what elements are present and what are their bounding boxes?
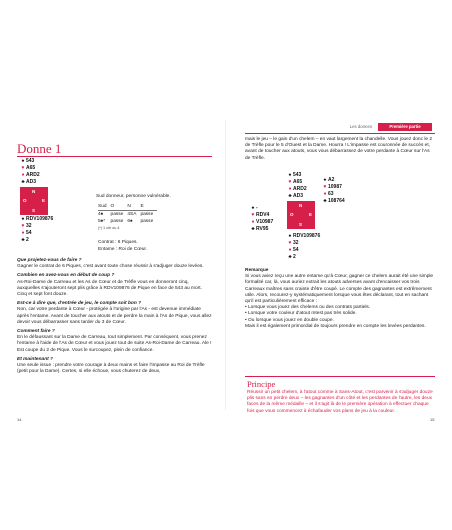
principe-text: Réussir un petit chelem, à l'atout comme à Sans-Atout, c'est parvenir à s'adjuger douze plis sans en perdre deux – les gagnantes d'un côté et les perdantes de l'autre, les deux faces de la même médaille – et il s'agit là de le première opération à effectuer chaque fois que vous commencez à échafauder vos plans de jeu à la couleur. <box>247 390 433 414</box>
compass-west: O <box>23 198 27 203</box>
suit-cards: A65 <box>293 179 303 185</box>
answer-paragraph: Non, car votre perdante à Cœur - protégée à l'origine par l'As - est devenue immédiate après l'entame. Avant de toucher aux atouts et de perdre la main à l'As de Pique, vous allez devoir vous débarrasser sans tarder du 3 de Cœur. <box>17 307 212 325</box>
running-header <box>282 124 432 133</box>
suit-symbol-icon: ♠ <box>21 216 25 222</box>
compass-card-1 <box>20 187 48 215</box>
suit-symbol-icon: ♦ <box>288 186 292 192</box>
hand-suit-row <box>20 237 53 244</box>
compass-south: S <box>32 208 36 213</box>
compass-south-2: S <box>299 222 303 227</box>
page-number-left: 14 <box>17 417 22 422</box>
compass-east: E <box>41 198 45 203</box>
suit-cards: RDV109876 <box>293 233 321 239</box>
suit-cards: AD3 <box>26 179 37 185</box>
south-hand-2 <box>287 233 320 261</box>
suit-cards: 543 <box>26 158 35 164</box>
suit-cards: 32 <box>26 223 32 229</box>
lead-text: Entame : Roi de Cœur. <box>98 246 148 252</box>
suit-symbol-icon: ♣ <box>323 198 327 204</box>
suit-symbol-icon: ♥ <box>21 165 25 171</box>
principe-title: Principe <box>247 379 276 389</box>
principe-rule <box>245 376 435 377</box>
bid-row <box>98 211 157 219</box>
compass-north-2: N <box>299 203 303 208</box>
answer-paragraph: As-Roi-Dame de Carreau et les As de Cœur et de Trèfle vous en donneront cinq, auxquelles s'ajouteront sept plis grâce à RDV109876 de Pique en face de 543 au mort. Cinq et sept font douze. <box>17 279 202 298</box>
page-number-right: 15 <box>430 417 435 422</box>
right-intro <box>245 137 435 162</box>
hand-suit-row <box>287 193 307 200</box>
right-page <box>226 0 452 530</box>
book-spine <box>225 120 226 410</box>
remarque-closing: Mais il est également primordial de toujours prendre en compte les levées perdantes. <box>245 323 426 329</box>
bid-cell: 4♠ <box>98 212 104 217</box>
suit-cards: 108764 <box>328 198 345 204</box>
question-heading: Que projetez-vous de faire ? <box>17 258 82 263</box>
suit-symbol-icon: ♦ <box>323 191 327 197</box>
principe-box <box>245 376 435 426</box>
south-hand <box>20 216 53 244</box>
suit-symbol-icon: ♦ <box>251 219 255 225</box>
suit-symbol-icon: ♥ <box>21 223 25 229</box>
bid-cell: passe <box>140 219 154 224</box>
hand-suit-row <box>20 230 53 237</box>
question-heading: Et maintenant ? <box>17 356 53 362</box>
hand-suit-row <box>287 247 320 254</box>
bid-header-cell: Sud <box>98 203 111 211</box>
remarque-bullet: • Lorsque votre couleur d'atout mtest pas très solide. <box>245 311 357 317</box>
answer-paragraph: En le défaussant sur la Dame de Carreau, tout simplement. Par conséquent, vous prenez l'entame à l'aide de l'As de Cœur et vous jouez tout de suite As-Roi-Dame de Carreau. Ale ! Est coupe du 2 de Pique. Vous le surcoupez, plein de confiance. <box>17 335 212 353</box>
suit-cards: A2 <box>328 177 335 183</box>
bid-header-cell: N <box>127 203 140 211</box>
north-hand <box>20 158 40 186</box>
hand-suit-row <box>20 158 40 165</box>
bid-cell: 4SA <box>127 212 137 217</box>
suit-cards: 32 <box>293 240 299 246</box>
suit-cards: RDV4 <box>256 212 270 218</box>
east-hand-2 <box>322 177 345 205</box>
suit-cards: AD3 <box>293 193 304 199</box>
bid-cell: passe <box>140 212 154 217</box>
suit-symbol-icon: ♣ <box>251 226 255 232</box>
suit-symbol-icon: ♠ <box>21 158 25 164</box>
answer-paragraph: Une seule issue : prendre votre courage à deux mains et faire l'impasse au Roi de Trèfle (petit pour la Dame). Certes, si elle échoue, vous chuterez de deux, <box>17 363 205 375</box>
remarque-bullet: • Lorsque vous jouez des chelems ou des contrats partiels. <box>245 305 371 311</box>
title-rule <box>17 156 212 157</box>
bid-cell: 6♠ <box>127 219 133 224</box>
suit-symbol-icon: ♦ <box>21 172 25 178</box>
suit-symbol-icon: ♣ <box>288 193 292 199</box>
suit-symbol-icon: ♣ <box>21 237 25 243</box>
hand-suit-row <box>287 240 320 247</box>
hand-suit-row <box>287 233 320 240</box>
bidding-table <box>98 203 157 225</box>
question-heading: Est-ce à dire que, d'entrée de jeu, le compte soit bon ? <box>17 301 142 307</box>
hand-suit-row <box>250 219 273 226</box>
west-hand-2 <box>250 205 273 233</box>
hand-suit-row <box>287 179 307 186</box>
suit-symbol-icon: ♥ <box>288 240 292 246</box>
hand-suit-row <box>20 172 40 179</box>
hand-suit-row <box>287 254 320 261</box>
hand-suit-row <box>20 179 40 186</box>
header-chapter: Les donnes <box>349 124 372 129</box>
suit-cards: RV95 <box>256 226 269 232</box>
hand-suit-row <box>322 191 345 198</box>
suit-cards: 63 <box>328 191 334 197</box>
suit-cards: - <box>256 205 258 211</box>
hand-suit-row <box>287 172 307 179</box>
suit-cards: RDV109876 <box>26 216 54 222</box>
answer-paragraph: Gagner le contrat de 6 Piques, c'est avant toute chose réussir à s'adjuger douze levées. <box>17 264 204 270</box>
hand-suit-row <box>20 223 53 230</box>
suit-cards: 2 <box>293 254 296 260</box>
suit-cards: 543 <box>293 172 302 178</box>
north-hand-2 <box>287 172 307 200</box>
contract-text: Contrat : 6 Piques. <box>98 240 138 245</box>
suit-symbol-icon: ♣ <box>288 254 292 260</box>
hand-suit-row <box>250 212 273 219</box>
suit-cards: V10987 <box>256 219 274 225</box>
question-heading: Combien en avez-vous en début de coup ? <box>17 273 115 279</box>
compass-west-2: O <box>290 212 294 217</box>
bid-cell: 5♠* <box>98 219 106 224</box>
dealer-info: Sud donneur, personne vulnérable. <box>96 194 171 199</box>
suit-cards: 2 <box>26 237 29 243</box>
bid-header-cell: E <box>140 203 157 211</box>
bid-footnote: (*) 1 clé ou 4 <box>98 226 120 230</box>
suit-cards: A65 <box>26 165 36 171</box>
suit-cards: ARD2 <box>26 172 40 178</box>
bid-cell: passe <box>110 219 124 224</box>
hand-suit-row <box>20 165 40 172</box>
suit-symbol-icon: ♠ <box>288 172 292 178</box>
remarque-section <box>245 268 435 330</box>
suit-symbol-icon: ♦ <box>288 247 292 253</box>
donne-title: Donne 1 <box>17 141 62 156</box>
remarque-text: Si vous aviez reçu une autre entame qu'à Cœur, gagner ce chelem aurait été une simple formalité car, là, vous auriez extrait les atouts adverses avant d'encaisser vos trois Carreaux maîtres sans crainte d'être coupé. Le compte des gagnantes est extrêmement utile. Alors, recourez-y systématiquement lorsque vous êtes déclarant, tout en sachant qu'il est particulièrement efficace : <box>245 274 434 305</box>
right-intro-text: mais le jeu – le gain d'un chelem – en vaut largement la chandelle. Vous jouez donc le 2 de Trèfle pour le 5 d'Ouest et la Dame. Hourra ! L'impasse est couronnée de succès et, avant de toucher aux atouts, vous vous débarrassez de votre perdante à Cœur sur l'As de Trèfle. <box>245 137 433 161</box>
suit-symbol-icon: ♥ <box>251 212 255 218</box>
hand-suit-row <box>20 216 53 223</box>
bid-row <box>98 218 157 225</box>
compass-east-2: E <box>308 212 312 217</box>
suit-cards: ARD2 <box>293 186 307 192</box>
suit-cards: 54 <box>293 247 299 253</box>
bid-header-cell: O <box>111 203 128 211</box>
question-heading: Comment faire ? <box>17 329 55 335</box>
suit-cards: 10987 <box>328 184 342 190</box>
left-questions <box>17 258 212 375</box>
suit-symbol-icon: ♠ <box>323 177 327 183</box>
hand-suit-row <box>322 184 345 191</box>
contract-block <box>98 240 147 253</box>
compass-card-2 <box>287 201 315 229</box>
compass-north: N <box>32 189 36 194</box>
hand-suit-row <box>250 226 273 233</box>
header-rule <box>245 133 435 134</box>
suit-symbol-icon: ♥ <box>323 184 327 190</box>
suit-symbol-icon: ♠ <box>251 205 255 211</box>
remarque-title: Remarque <box>245 268 269 273</box>
hand-suit-row <box>322 198 345 205</box>
suit-symbol-icon: ♠ <box>288 233 292 239</box>
bid-cell: passe <box>110 212 124 217</box>
suit-symbol-icon: ♦ <box>21 230 25 236</box>
suit-symbol-icon: ♣ <box>21 179 25 185</box>
header-part-badge: Première partie <box>378 123 432 131</box>
hand-suit-row <box>287 186 307 193</box>
remarque-bullet: • Ou lorsque vous jouez en double coupe. <box>245 317 334 323</box>
hand-suit-row <box>250 205 273 212</box>
suit-symbol-icon: ♥ <box>288 179 292 185</box>
suit-cards: 54 <box>26 230 32 236</box>
hand-suit-row <box>322 177 345 184</box>
